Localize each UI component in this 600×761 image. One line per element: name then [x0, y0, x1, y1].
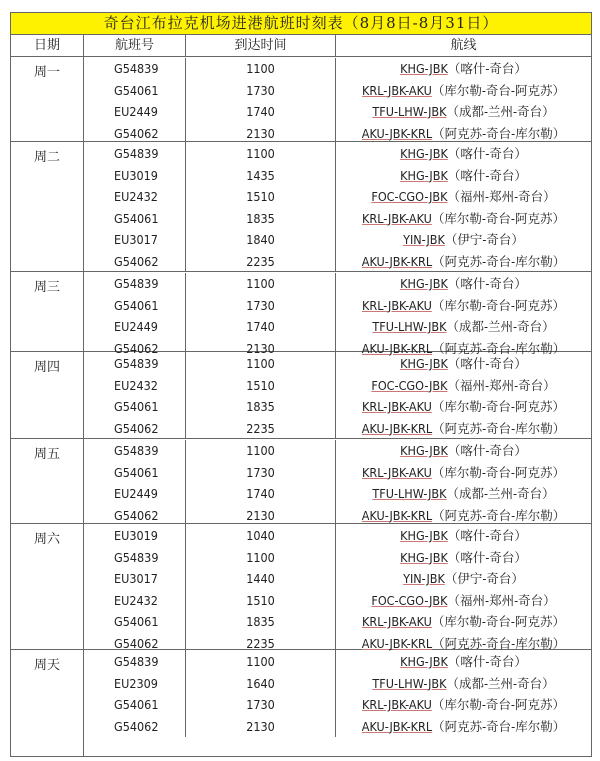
route-code: AKU-JBK-KRL	[361, 718, 433, 734]
route-code: AKU-JBK-KRL	[361, 635, 433, 651]
route-cities: （喀什-奇台）	[447, 61, 527, 76]
route-cities: （成都-兰州-奇台）	[446, 319, 555, 334]
table-row	[84, 418, 591, 440]
arrival-time: 2235	[186, 251, 336, 273]
table-row	[84, 165, 591, 187]
route-code: KHG-JBK	[400, 356, 448, 371]
day-group	[11, 439, 591, 524]
route	[336, 590, 591, 612]
route-code: AKU-JBK-KRL	[361, 340, 433, 356]
arrival-time: 1100	[186, 651, 336, 673]
route	[336, 186, 591, 208]
route-code: KRL-JBK-AKU	[362, 82, 432, 98]
route	[336, 273, 591, 295]
route	[336, 483, 591, 505]
flight-number: G54839	[84, 273, 186, 295]
route	[336, 295, 591, 317]
route	[336, 143, 591, 165]
day-group	[11, 650, 591, 756]
flight-number: EU2449	[84, 101, 186, 123]
table-title: 奇台江布拉克机场进港航班时刻表（8月8日-8月31日）	[11, 13, 591, 35]
arrival-time: 1730	[186, 462, 336, 484]
timetable	[10, 12, 592, 757]
route-code: YIN-JBK	[403, 232, 445, 247]
route-code: AKU-JBK-KRL	[361, 125, 433, 141]
table-row	[84, 590, 591, 612]
route	[336, 525, 591, 547]
table-row	[84, 353, 591, 375]
table-row	[84, 651, 591, 673]
route-code: KRL-JBK-AKU	[362, 464, 432, 480]
arrival-time: 2130	[186, 123, 336, 145]
arrival-time: 1835	[186, 611, 336, 633]
route	[336, 316, 591, 338]
arrival-time: 1100	[186, 58, 336, 80]
header-arrival: 到达时间	[186, 35, 336, 56]
route-cities: （库尔勒-奇台-阿克苏）	[431, 210, 565, 226]
route-cities: （库尔勒-奇台-阿克苏）	[431, 464, 565, 480]
table-row	[84, 716, 591, 738]
flight-number: G54061	[84, 80, 186, 102]
table-row	[84, 505, 591, 527]
arrival-time: 1100	[186, 143, 336, 165]
route-code: FOC-CGO-JBK	[371, 189, 448, 204]
table-row	[84, 208, 591, 230]
route	[336, 694, 591, 716]
arrival-time: 1100	[186, 547, 336, 569]
flight-number: G54839	[84, 353, 186, 375]
route-cities: （库尔勒-奇台-阿克苏）	[431, 614, 565, 629]
route-code: KHG-JBK	[400, 654, 448, 669]
route-code: AKU-JBK-KRL	[361, 420, 433, 436]
flight-number: G54062	[84, 505, 186, 527]
arrival-time: 1510	[186, 186, 336, 208]
header-route: 航线	[450, 38, 477, 53]
arrival-time: 1730	[186, 80, 336, 102]
route-code: KHG-JBK	[400, 61, 448, 76]
table-row	[84, 143, 591, 165]
route-code: AKU-JBK-KRL	[361, 507, 433, 523]
route-code: TFU-LHW-JBK	[372, 675, 447, 691]
arrival-time: 2130	[186, 505, 336, 527]
route-code: KHG-JBK	[400, 276, 448, 291]
arrival-time: 1510	[186, 590, 336, 612]
route	[336, 396, 591, 418]
arrival-time: 1440	[186, 568, 336, 590]
flight-number: EU2432	[84, 375, 186, 397]
route	[336, 208, 591, 230]
flight-list	[84, 439, 591, 523]
route-code: KRL-JBK-AKU	[362, 697, 432, 712]
route-cities: （库尔勒-奇台-阿克苏）	[431, 297, 565, 313]
route	[336, 611, 591, 633]
flight-number: EU2432	[84, 590, 186, 612]
arrival-time: 1835	[186, 396, 336, 418]
route	[336, 673, 591, 695]
day-label: 周五	[11, 439, 84, 523]
arrival-time: 2235	[186, 633, 336, 655]
table-row	[84, 483, 591, 505]
route-code: KHG-JBK	[400, 443, 448, 458]
route-code: KRL-JBK-AKU	[362, 210, 432, 226]
flight-list	[84, 142, 591, 271]
arrival-time: 1040	[186, 525, 336, 547]
route-cities: （阿克苏-奇台-库尔勒）	[432, 253, 566, 269]
header-day: 日期	[11, 35, 84, 56]
route-cities: （成都-兰州-奇台）	[446, 486, 555, 501]
table-row	[84, 462, 591, 484]
route-cities: （阿克苏-奇台-库尔勒）	[432, 635, 566, 651]
table-row	[84, 525, 591, 547]
day-label: 周三	[11, 272, 84, 351]
route-cities: （阿克苏-奇台-库尔勒）	[432, 420, 566, 436]
flight-number: G54061	[84, 295, 186, 317]
arrival-time: 1435	[186, 165, 336, 187]
flight-number: G54839	[84, 547, 186, 569]
day-group	[11, 57, 591, 142]
flight-number: EU3019	[84, 525, 186, 547]
day-label: 周四	[11, 352, 84, 438]
route-code: TFU-LHW-JBK	[372, 486, 447, 501]
route-code: FOC-CGO-JBK	[371, 592, 448, 608]
route-code: KHG-JBK	[400, 549, 448, 565]
arrival-time: 1740	[186, 483, 336, 505]
route-cities: （喀什-奇台）	[447, 146, 527, 161]
route	[336, 505, 591, 527]
route-cities: （成都-兰州-奇台）	[446, 675, 555, 691]
table-row	[84, 251, 591, 273]
route-code: KHG-JBK	[400, 146, 448, 161]
table-row	[84, 611, 591, 633]
flight-number: G54839	[84, 58, 186, 80]
table-row	[84, 273, 591, 295]
table-row	[84, 295, 591, 317]
table-row	[84, 80, 591, 102]
day-group	[11, 272, 591, 356]
route-cities: （喀什-奇台）	[447, 549, 527, 565]
table-row	[84, 316, 591, 338]
day-group	[11, 524, 591, 650]
flight-number: G54062	[84, 716, 186, 738]
flight-number: EU3017	[84, 568, 186, 590]
flight-number: G54062	[84, 251, 186, 273]
flight-list	[84, 352, 591, 438]
route-cities: （成都-兰州-奇台）	[446, 104, 555, 119]
flight-number: G54061	[84, 694, 186, 716]
arrival-time: 2130	[186, 716, 336, 738]
header-flight: 航班号	[84, 35, 186, 56]
flight-number: G54062	[84, 633, 186, 655]
route-cities: （喀什-奇台）	[447, 167, 527, 183]
table-row	[84, 101, 591, 123]
arrival-time: 1100	[186, 353, 336, 375]
day-label: 周天	[11, 650, 84, 756]
route-code: KHG-JBK	[400, 167, 448, 183]
route	[336, 353, 591, 375]
arrival-time: 2130	[186, 338, 336, 360]
flight-number: G54062	[84, 123, 186, 145]
route-cities: （喀什-奇台）	[447, 356, 527, 371]
route-cities: （伊宁-奇台）	[444, 232, 524, 247]
route	[336, 80, 591, 102]
arrival-time: 1835	[186, 208, 336, 230]
table-row	[84, 568, 591, 590]
route	[336, 229, 591, 251]
table-row	[84, 547, 591, 569]
route-cities: （库尔勒-奇台-阿克苏）	[431, 697, 565, 712]
route-cities: （喀什-奇台）	[447, 276, 527, 291]
table-row	[84, 58, 591, 80]
flight-number: G54062	[84, 338, 186, 360]
table-row	[84, 396, 591, 418]
route	[336, 547, 591, 569]
route	[336, 165, 591, 187]
arrival-time: 2235	[186, 418, 336, 440]
flight-number: G54061	[84, 396, 186, 418]
route	[336, 58, 591, 80]
route-code: KRL-JBK-AKU	[362, 297, 432, 313]
route-cities: （阿克苏-奇台-库尔勒）	[432, 340, 566, 356]
route-cities: （喀什-奇台）	[447, 443, 527, 458]
table-row	[84, 440, 591, 462]
route	[336, 101, 591, 123]
arrival-time: 1510	[186, 375, 336, 397]
table-row	[84, 186, 591, 208]
route	[336, 568, 591, 590]
route-cities: （福州-郑州-奇台）	[447, 377, 556, 393]
flight-number: EU2449	[84, 483, 186, 505]
route-cities: （福州-郑州-奇台）	[447, 592, 556, 608]
arrival-time: 1840	[186, 229, 336, 251]
day-label: 周六	[11, 524, 84, 649]
flight-number: G54839	[84, 143, 186, 165]
route-code: YIN-JBK	[403, 571, 445, 586]
route-cities: （福州-郑州-奇台）	[447, 189, 556, 204]
route-code: KHG-JBK	[400, 528, 448, 543]
route	[336, 123, 591, 145]
route-cities: （阿克苏-奇台-库尔勒）	[432, 507, 566, 523]
day-label: 周二	[11, 142, 84, 271]
arrival-time: 1100	[186, 273, 336, 295]
flight-list	[84, 272, 591, 356]
flight-number: EU3017	[84, 229, 186, 251]
arrival-time: 1740	[186, 101, 336, 123]
route-cities: （喀什-奇台）	[447, 654, 527, 669]
flight-list	[84, 57, 591, 141]
arrival-time: 1730	[186, 694, 336, 716]
flight-number: G54839	[84, 651, 186, 673]
route-code: KRL-JBK-AKU	[362, 614, 432, 629]
flight-number: EU3019	[84, 165, 186, 187]
route-cities: （喀什-奇台）	[447, 528, 527, 543]
arrival-time: 1730	[186, 295, 336, 317]
flight-number: G54061	[84, 611, 186, 633]
arrival-time: 1640	[186, 673, 336, 695]
day-group	[11, 352, 591, 439]
table-row	[84, 673, 591, 695]
day-label: 周一	[11, 57, 84, 141]
table-row	[84, 694, 591, 716]
route-cities: （阿克苏-奇台-库尔勒）	[432, 125, 566, 141]
route-code: TFU-LHW-JBK	[372, 104, 447, 119]
route	[336, 462, 591, 484]
route	[336, 716, 591, 738]
header-row	[11, 35, 591, 57]
table-row	[84, 123, 591, 145]
route-code: TFU-LHW-JBK	[372, 319, 447, 334]
route	[336, 440, 591, 462]
flight-list	[84, 650, 591, 756]
flight-number: G54062	[84, 418, 186, 440]
flight-number: EU2309	[84, 673, 186, 695]
route	[336, 418, 591, 440]
route-code: AKU-JBK-KRL	[361, 253, 433, 269]
route-code: KRL-JBK-AKU	[362, 399, 432, 414]
table-row	[84, 375, 591, 397]
route-cities: （阿克苏-奇台-库尔勒）	[432, 718, 566, 734]
arrival-time: 1740	[186, 316, 336, 338]
table-row	[84, 229, 591, 251]
route-code: FOC-CGO-JBK	[371, 377, 448, 393]
flight-number: G54061	[84, 208, 186, 230]
day-group	[11, 142, 591, 272]
route-cities: （伊宁-奇台）	[444, 571, 524, 586]
route	[336, 375, 591, 397]
route-cities: （库尔勒-奇台-阿克苏）	[431, 399, 565, 414]
flight-number: EU2449	[84, 316, 186, 338]
flight-number: G54839	[84, 440, 186, 462]
route-cities: （库尔勒-奇台-阿克苏）	[431, 82, 565, 98]
flight-number: G54061	[84, 462, 186, 484]
flight-number: EU2432	[84, 186, 186, 208]
table-body	[11, 57, 591, 756]
route	[336, 251, 591, 273]
route	[336, 651, 591, 673]
flight-list	[84, 524, 591, 649]
arrival-time: 1100	[186, 440, 336, 462]
